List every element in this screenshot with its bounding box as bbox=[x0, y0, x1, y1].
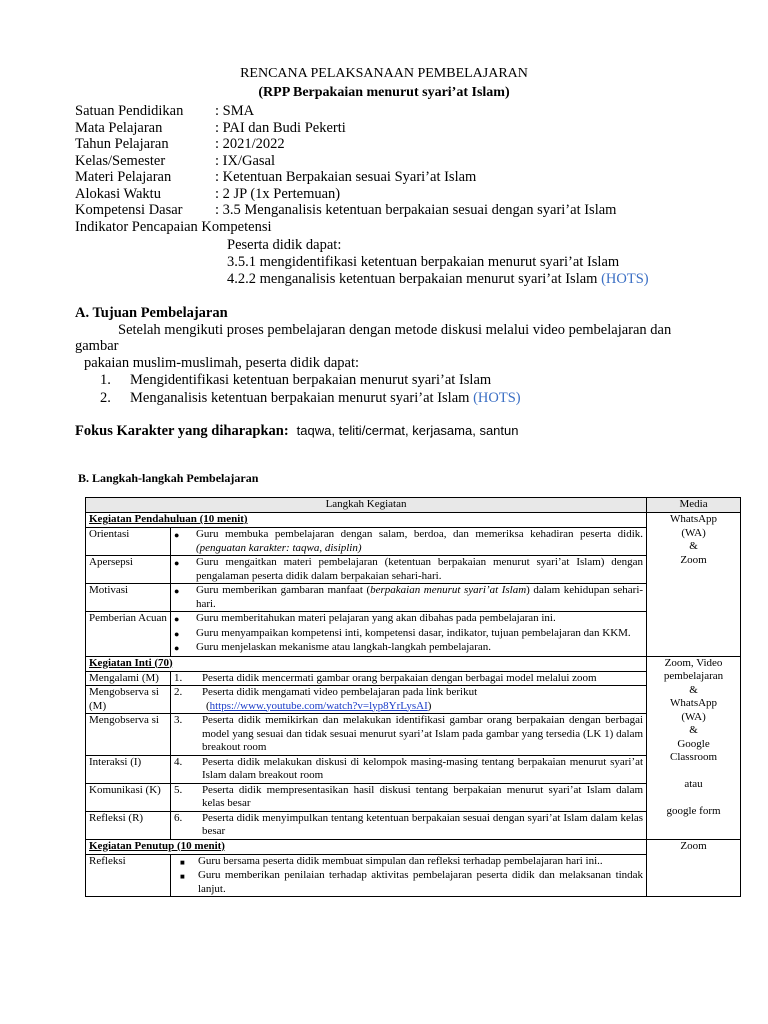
identity-row bbox=[75, 186, 715, 203]
section-title: Kegiatan Inti (70) bbox=[86, 656, 647, 671]
row-label: Mengalami (M) bbox=[86, 671, 171, 686]
bullet-icon: ● bbox=[173, 586, 180, 596]
identity-label: Alokasi Waktu bbox=[75, 185, 161, 202]
identity-value: : 3.5 Menganalisis ketentuan berpakaian sesuai dengan syari’at Islam bbox=[215, 202, 617, 218]
row-label: Refleksi bbox=[86, 854, 171, 897]
identity-row bbox=[75, 136, 715, 153]
section-b-heading: B. Langkah-langkah Pembelajaran bbox=[78, 471, 259, 485]
list-item: 1. Mengidentifikasi ketentuan berpakaian menurut syari’at Islam bbox=[100, 372, 492, 388]
row-label: Komunikasi (K) bbox=[86, 783, 171, 811]
table-row bbox=[86, 656, 741, 671]
table-row bbox=[86, 513, 741, 528]
table-row: Refleksi ■ Guru bersama peserta didik membuat simpulan dan refleksi terhadap pembelajaran hari ini.. ■ Guru memberikan penilaian terhadap aktivitas pembelajaran peserta didik dan melaksanan tindak lanjut. bbox=[86, 854, 741, 897]
fokus-karakter: Fokus Karakter yang diharapkan: taqwa, teliti/cermat, kerjasama, santun bbox=[75, 423, 519, 439]
learning-steps-table bbox=[85, 497, 741, 897]
column-header: Langkah Kegiatan bbox=[86, 498, 647, 513]
row-label: Apersepsi bbox=[86, 556, 171, 584]
identity-block bbox=[75, 103, 715, 235]
indicator-item: 4.2.2 menganalisis ketentuan berpakaian menurut syari’at Islam (HOTS) bbox=[227, 271, 649, 287]
bullet-icon: ● bbox=[173, 643, 180, 653]
column-header: Media bbox=[647, 498, 741, 513]
identity-value: : 2 JP (1x Pertemuan) bbox=[215, 185, 341, 202]
section-a-heading: A. Tujuan Pembelajaran bbox=[75, 305, 228, 321]
table-row: Komunikasi (K) 5. Peserta didik mempresentasikan hasil diskusi tentang berpakaian menurut syari’at Islam dalam kelas besar bbox=[86, 783, 741, 811]
row-label: Pemberian Acuan bbox=[86, 612, 171, 657]
row-label: Orientasi bbox=[86, 528, 171, 556]
section-a-paragraph-cont: gambar bbox=[75, 338, 119, 354]
media-cell: WhatsApp (WA) & Zoom bbox=[647, 513, 741, 657]
row-label: Interaksi (I) bbox=[86, 755, 171, 783]
identity-row bbox=[75, 202, 715, 219]
media-cell: Zoom bbox=[647, 839, 741, 897]
row-label: Mengobserva si (M) bbox=[86, 686, 171, 714]
identity-row bbox=[75, 120, 715, 137]
identity-row bbox=[75, 169, 715, 186]
indicator-item: 3.5.1 mengidentifikasi ketentuan berpakaian menurut syari’at Islam bbox=[227, 254, 620, 270]
video-link[interactable]: https://www.youtube.com/watch?v=lyp8YrLysAI bbox=[209, 699, 428, 712]
identity-row bbox=[75, 103, 715, 120]
table-row: Motivasi ● Guru memberikan gambaran manfaat (berpakaian menurut syari’at Islam) dalam kehidupan sehari-hari. bbox=[86, 584, 741, 612]
identity-row bbox=[75, 153, 715, 170]
identity-label: Satuan Pendidikan bbox=[75, 103, 184, 119]
section-a-paragraph-2: pakaian muslim-muslimah, peserta didik dapat: bbox=[84, 355, 360, 371]
list-item: 2. Menganalisis ketentuan berpakaian menurut syari’at Islam (HOTS) bbox=[100, 390, 521, 406]
table-row: Pemberian Acuan ● Guru memberitahukan materi pelajaran yang akan dibahas pada pembelajaran ini. ● Guru menyampaikan kompetensi inti, kompetensi dasar, indikator, tujuan pembelajaran dan KKM. ● Guru menjelaskan mekanisme atau langkah-langkah pembelajaran. bbox=[86, 612, 741, 657]
objective-list bbox=[100, 372, 521, 408]
document-subtitle: (RPP Berpakaian menurut syari’at Islam) bbox=[258, 85, 510, 100]
identity-value: : Ketentuan Berpakaian sesuai Syari’at Islam bbox=[215, 169, 477, 185]
table-row: Interaksi (I) 4. Peserta didik melakukan diskusi di kelompok masing-masing tentang berpakaian menurut syari’at Islam dalam breakout room bbox=[86, 755, 741, 783]
table-row: Refleksi (R) 6. Peserta didik menyimpulkan tentang ketentuan berpakaian sesuai dengan syari’at Islam dalam kelas besar bbox=[86, 811, 741, 839]
bullet-icon: ● bbox=[173, 628, 180, 639]
hots-tag: (HOTS) bbox=[601, 271, 649, 287]
identity-value: : SMA bbox=[215, 103, 255, 119]
indicator-heading: Indikator Pencapaian Kompetensi bbox=[75, 218, 272, 235]
identity-label: Kompetensi Dasar bbox=[75, 202, 183, 218]
row-label: Motivasi bbox=[86, 584, 171, 612]
identity-value: : IX/Gasal bbox=[215, 152, 275, 169]
media-cell: Zoom, Video pembelajaran & WhatsApp (WA) & Google Classroom atau google form bbox=[647, 656, 741, 839]
row-label: Refleksi (R) bbox=[86, 811, 171, 839]
square-bullet-icon: ■ bbox=[179, 857, 185, 867]
table-row bbox=[86, 839, 741, 854]
section-title: Kegiatan Pendahuluan (10 menit) bbox=[86, 513, 647, 528]
identity-label: Tahun Pelajaran bbox=[75, 136, 169, 152]
section-title: Kegiatan Penutup (10 menit) bbox=[86, 839, 647, 854]
identity-value: : 2021/2022 bbox=[215, 136, 285, 152]
indicator-intro: Peserta didik dapat: bbox=[227, 237, 342, 253]
bullet-icon: ● bbox=[173, 614, 180, 624]
row-label: Mengobserva si bbox=[86, 714, 171, 756]
identity-label: Materi Pelajaran bbox=[75, 169, 172, 185]
table-row: Mengobserva si 3. Peserta didik memikirkan dan melakukan identifikasi gambar orang berpakaian dengan berbagai model yang sesuai dan tidak sesuai menurut syari’at Islam pada gambar yang tersedia (LK 1) dalam breakout room bbox=[86, 714, 741, 756]
table-row: Orientasi ● Guru membuka pembelajaran dengan salam, berdoa, dan memeriksa kehadiran peserta didik. (penguatan karakter: taqwa, disiplin) bbox=[86, 528, 741, 556]
table-row: Apersepsi ● Guru mengaitkan materi pembelajaran (ketentuan berpakaian menurut syari’at Islam) dengan pengalaman peserta didik dalam berpakaian sehari-hari. bbox=[86, 556, 741, 584]
table-row: Mengalami (M) 1. Peserta didik mencermati gambar orang berpakaian dengan berbagai model melalui zoom bbox=[86, 671, 741, 686]
document-title: RENCANA PELAKSANAAN PEMBELAJARAN bbox=[240, 66, 528, 81]
bullet-icon: ● bbox=[173, 558, 180, 568]
table-row: Mengobserva si (M) 2. Peserta didik mengamati video pembelajaran pada link berikut (https://www.youtube.com/watch?v=lyp8YrLysAI) bbox=[86, 686, 741, 714]
section-a-paragraph: Setelah mengikuti proses pembelajaran dengan metode diskusi melalui video pembelajaran dan bbox=[118, 322, 672, 338]
hots-tag: (HOTS) bbox=[473, 390, 521, 406]
identity-label: Mata Pelajaran bbox=[75, 119, 163, 136]
bullet-icon: ● bbox=[173, 530, 180, 540]
square-bullet-icon: ■ bbox=[179, 872, 185, 881]
table-header-row bbox=[86, 498, 741, 513]
identity-label: Kelas/Semester bbox=[75, 152, 166, 169]
identity-value: : PAI dan Budi Pekerti bbox=[215, 119, 346, 136]
